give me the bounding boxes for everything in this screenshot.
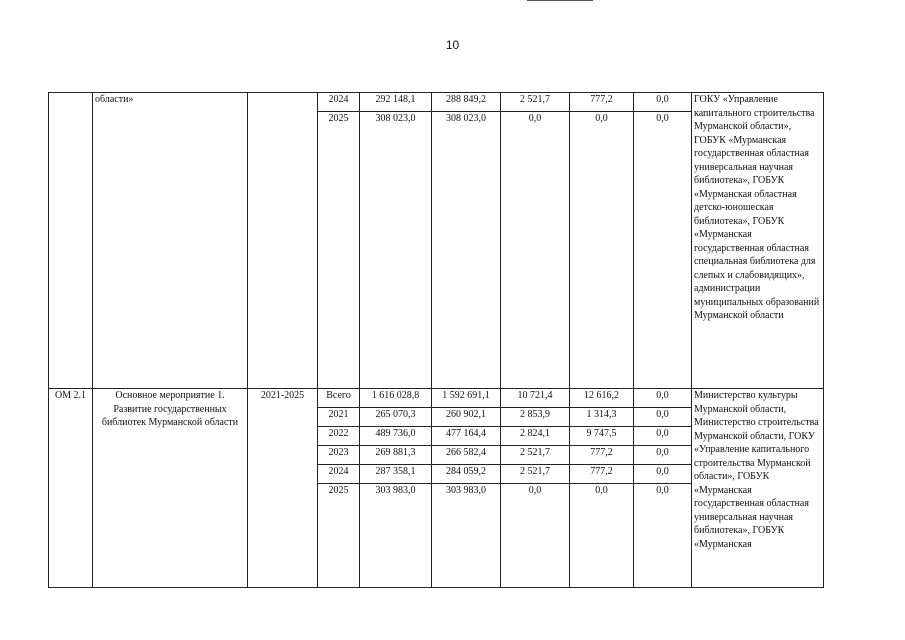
top-rule bbox=[527, 0, 593, 1]
period-cell: 2021-2025 bbox=[248, 389, 318, 588]
value-cell: 0,0 bbox=[570, 112, 634, 389]
total-cell: 489 736,0 bbox=[360, 427, 432, 446]
value-cell: 303 983,0 bbox=[432, 484, 501, 588]
value-cell: 2 853,9 bbox=[501, 408, 570, 427]
value-cell: 0,0 bbox=[634, 112, 692, 389]
value-cell: 284 059,2 bbox=[432, 465, 501, 484]
value-cell: 2 521,7 bbox=[501, 93, 570, 112]
year-cell: 2024 bbox=[318, 93, 360, 112]
total-cell: 292 148,1 bbox=[360, 93, 432, 112]
value-cell: 0,0 bbox=[634, 446, 692, 465]
value-cell: 0,0 bbox=[501, 112, 570, 389]
value-cell: 777,2 bbox=[570, 93, 634, 112]
activity-name-cell: области» bbox=[93, 93, 248, 389]
value-cell: 9 747,5 bbox=[570, 427, 634, 446]
page-number: 10 bbox=[445, 38, 460, 52]
year-cell: 2023 bbox=[318, 446, 360, 465]
value-cell: 2 824,1 bbox=[501, 427, 570, 446]
value-cell: 477 164,4 bbox=[432, 427, 501, 446]
value-cell: 2 521,7 bbox=[501, 446, 570, 465]
value-cell: 308 023,0 bbox=[432, 112, 501, 389]
year-cell: 2024 bbox=[318, 465, 360, 484]
year-cell: 2025 bbox=[318, 484, 360, 588]
value-cell: 12 616,2 bbox=[570, 389, 634, 408]
value-cell: 777,2 bbox=[570, 465, 634, 484]
value-cell: 0,0 bbox=[634, 408, 692, 427]
value-cell: 0,0 bbox=[501, 484, 570, 588]
value-cell: 1 592 691,1 bbox=[432, 389, 501, 408]
value-cell: 2 521,7 bbox=[501, 465, 570, 484]
value-cell: 266 582,4 bbox=[432, 446, 501, 465]
total-cell: 265 070,3 bbox=[360, 408, 432, 427]
table-row bbox=[49, 93, 824, 112]
value-cell: 0,0 bbox=[634, 93, 692, 112]
value-cell: 260 902,1 bbox=[432, 408, 501, 427]
year-cell: Всего bbox=[318, 389, 360, 408]
value-cell: 0,0 bbox=[634, 389, 692, 408]
table-row bbox=[49, 389, 824, 408]
total-cell: 269 881,3 bbox=[360, 446, 432, 465]
value-cell: 0,0 bbox=[634, 484, 692, 588]
code-cell: ОМ 2.1 bbox=[49, 389, 93, 588]
total-cell: 1 616 028,8 bbox=[360, 389, 432, 408]
year-cell: 2021 bbox=[318, 408, 360, 427]
code-cell bbox=[49, 93, 93, 389]
value-cell: 0,0 bbox=[634, 427, 692, 446]
value-cell: 777,2 bbox=[570, 446, 634, 465]
value-cell: 288 849,2 bbox=[432, 93, 501, 112]
value-cell: 0,0 bbox=[634, 465, 692, 484]
value-cell: 1 314,3 bbox=[570, 408, 634, 427]
value-cell: 0,0 bbox=[570, 484, 634, 588]
value-cell: 10 721,4 bbox=[501, 389, 570, 408]
responsible-cell: ГОКУ «Управление капитального строительства Мурманской области», ГОБУК «Мурманская государственная областная универсальная научная библиотека», ГОБУК «Мурманская областная детско-юношеская библиотека», ГОБУК «Мурманская государственная областная специальная библиотека для слепых и слабовидящих», администрации муниципальных образований Мурманской области bbox=[692, 93, 824, 389]
total-cell: 308 023,0 bbox=[360, 112, 432, 389]
year-cell: 2022 bbox=[318, 427, 360, 446]
total-cell: 303 983,0 bbox=[360, 484, 432, 588]
year-cell: 2025 bbox=[318, 112, 360, 389]
program-table bbox=[48, 92, 824, 588]
period-cell bbox=[248, 93, 318, 389]
total-cell: 287 358,1 bbox=[360, 465, 432, 484]
activity-name-cell: Основное мероприятие 1. Развитие государственных библиотек Мурманской области bbox=[93, 389, 248, 588]
responsible-cell: Министерство культуры Мурманской области, Министерство строительства Мурманской области, ГОКУ «Управление капитального строительства Мурманской области», ГОБУК «Мурманская государственная областная универсальная научная библиотека», ГОБУК «Мурманская bbox=[692, 389, 824, 588]
